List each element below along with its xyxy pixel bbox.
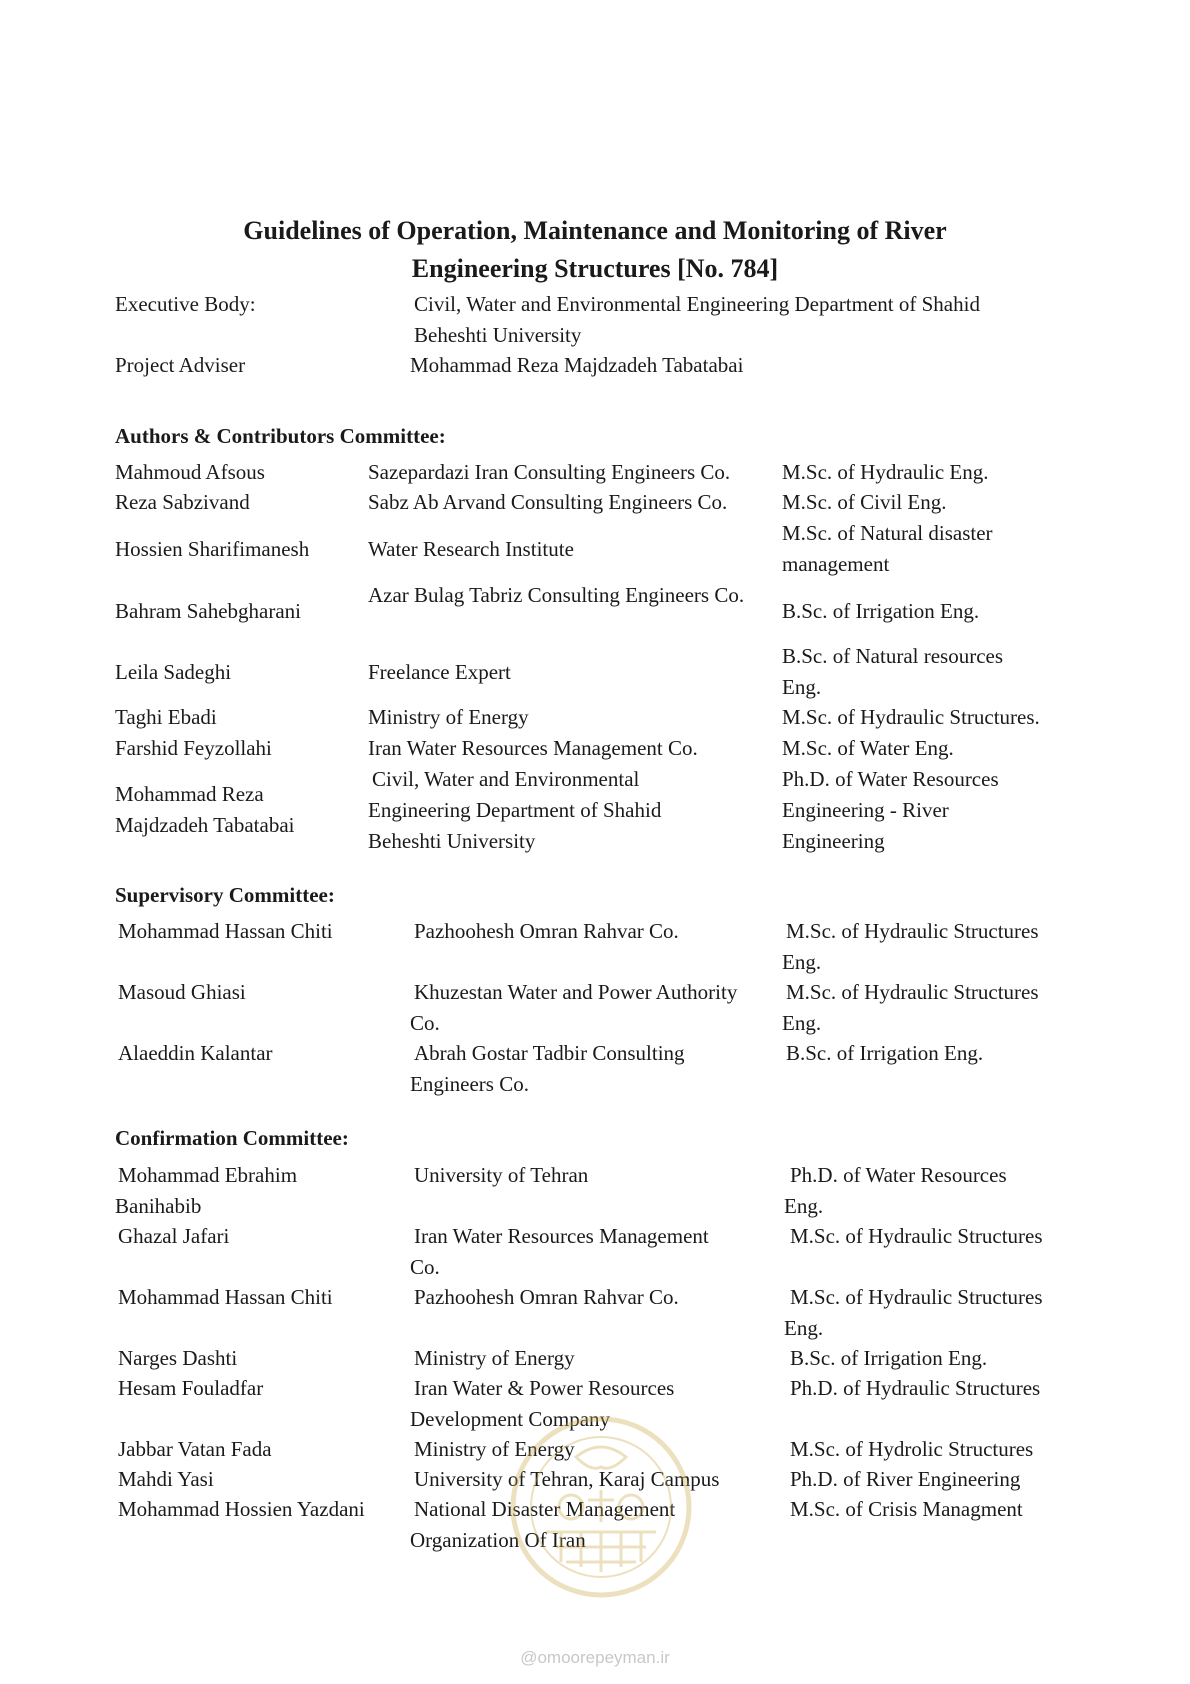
- supervisor-org: Abrah Gostar Tadbir Consulting Engineers Co.: [410, 1041, 685, 1096]
- confirmer-name: Mohammad Hassan Chiti: [118, 1285, 333, 1309]
- confirmation-heading: Confirmation Committee:: [115, 1126, 349, 1150]
- supervisor-degree: B.Sc. of Irrigation Eng.: [786, 1041, 984, 1065]
- supervisor-org: Khuzestan Water and Power Authority Co.: [410, 980, 738, 1035]
- executive-value-line-1: Civil, Water and Environmental Engineering Department of Shahid: [414, 292, 980, 316]
- confirmer-degree: M.Sc. of Hydraulic Structures: [790, 1224, 1043, 1248]
- confirmer-degree: M.Sc. of Crisis Managment: [790, 1497, 1023, 1521]
- confirmer-org: University of Tehran, Karaj Campus: [414, 1467, 720, 1491]
- supervisor-name: Masoud Ghiasi: [118, 980, 246, 1004]
- author-degree: Ph.D. of Water Resources Engineering - River Engineering: [782, 767, 999, 853]
- confirmer-org: Ministry of Energy: [414, 1437, 575, 1461]
- watermark-seal-icon: [506, 1412, 696, 1602]
- confirmer-org: University of Tehran: [414, 1163, 589, 1187]
- confirmer-name: Hesam Fouladfar: [118, 1376, 264, 1400]
- executive-value-line-2: Beheshti University: [414, 323, 582, 347]
- author-org: Sazepardazi Iran Consulting Engineers Co.: [368, 460, 731, 484]
- title-line-2: Engineering Structures [No. 784]: [411, 254, 779, 283]
- confirmer-org: Pazhoohesh Omran Rahvar Co.: [414, 1285, 679, 1309]
- confirmer-name: Mohammad Hossien Yazdani: [118, 1497, 365, 1521]
- author-org: Freelance Expert: [368, 660, 511, 684]
- authors-heading: Authors & Contributors Committee:: [115, 424, 446, 448]
- supervisor-org: Pazhoohesh Omran Rahvar Co.: [414, 919, 679, 943]
- confirmer-name: Mohammad Ebrahim Banihabib: [115, 1163, 298, 1218]
- author-name: Reza Sabzivand: [115, 490, 250, 514]
- confirmer-degree: M.Sc. of Hydrolic Structures: [790, 1437, 1034, 1461]
- adviser-label: Project Adviser: [115, 353, 246, 377]
- confirmer-org: Iran Water Resources Management Co.: [410, 1224, 709, 1279]
- supervisor-degree: M.Sc. of Hydraulic Structures Eng.: [782, 980, 1039, 1035]
- author-degree: B.Sc. of Irrigation Eng.: [782, 599, 980, 623]
- supervisor-name: Alaeddin Kalantar: [118, 1041, 273, 1065]
- author-name: Mohammad Reza Majdzadeh Tabatabai: [115, 782, 295, 837]
- author-degree: M.Sc. of Natural disaster management: [782, 521, 993, 576]
- supervisor-degree: M.Sc. of Hydraulic Structures Eng.: [782, 919, 1039, 974]
- author-name: Leila Sadeghi: [115, 660, 232, 684]
- confirmer-name: Narges Dashti: [118, 1346, 238, 1370]
- confirmer-degree: Ph.D. of Hydraulic Structures: [790, 1376, 1041, 1400]
- confirmer-degree: B.Sc. of Irrigation Eng.: [790, 1346, 988, 1370]
- confirmer-org: Ministry of Energy: [414, 1346, 575, 1370]
- author-degree: M.Sc. of Water Eng.: [782, 736, 954, 760]
- author-degree: M.Sc. of Hydraulic Eng.: [782, 460, 989, 484]
- author-degree: M.Sc. of Hydraulic Structures.: [782, 705, 1040, 729]
- confirmer-name: Ghazal Jafari: [118, 1224, 230, 1248]
- watermark-text: @omoorepeyman.ir: [520, 1648, 670, 1667]
- author-degree: M.Sc. of Civil Eng.: [782, 490, 947, 514]
- author-name: Hossien Sharifimanesh: [115, 537, 310, 561]
- title-line-1: Guidelines of Operation, Maintenance and Monitoring of River: [243, 216, 947, 245]
- author-org: Ministry of Energy: [368, 705, 529, 729]
- supervisor-name: Mohammad Hassan Chiti: [118, 919, 333, 943]
- confirmer-name: Mahdi Yasi: [118, 1467, 214, 1491]
- author-name: Bahram Sahebgharani: [115, 599, 302, 623]
- confirmer-degree: Ph.D. of River Engineering: [790, 1467, 1021, 1491]
- author-degree: B.Sc. of Natural resources Eng.: [782, 644, 1004, 699]
- author-org: Sabz Ab Arvand Consulting Engineers Co.: [368, 490, 728, 514]
- author-name: Taghi Ebadi: [115, 705, 217, 729]
- supervisory-heading: Supervisory Committee:: [115, 883, 335, 907]
- author-name: Farshid Feyzollahi: [115, 736, 272, 760]
- adviser-value: Mohammad Reza Majdzadeh Tabatabai: [410, 353, 744, 377]
- author-org: Water Research Institute: [368, 537, 574, 561]
- author-org: Iran Water Resources Management Co.: [368, 736, 698, 760]
- executive-label: Executive Body:: [115, 292, 256, 316]
- confirmer-org: National Disaster Management Organization Of Iran: [410, 1497, 676, 1552]
- author-name: Mahmoud Afsous: [115, 460, 265, 484]
- confirmer-degree: M.Sc. of Hydraulic Structures Eng.: [784, 1285, 1043, 1340]
- confirmer-degree: Ph.D. of Water Resources Eng.: [784, 1163, 1007, 1218]
- author-org: Civil, Water and Environmental Engineering Department of Shahid Beheshti University: [368, 767, 662, 853]
- confirmer-org: Iran Water & Power Resources Development Company: [410, 1376, 675, 1431]
- document-title: [0, 212, 1190, 288]
- author-org: Azar Bulag Tabriz Consulting Engineers Co.: [368, 583, 745, 607]
- confirmer-name: Jabbar Vatan Fada: [118, 1437, 272, 1461]
